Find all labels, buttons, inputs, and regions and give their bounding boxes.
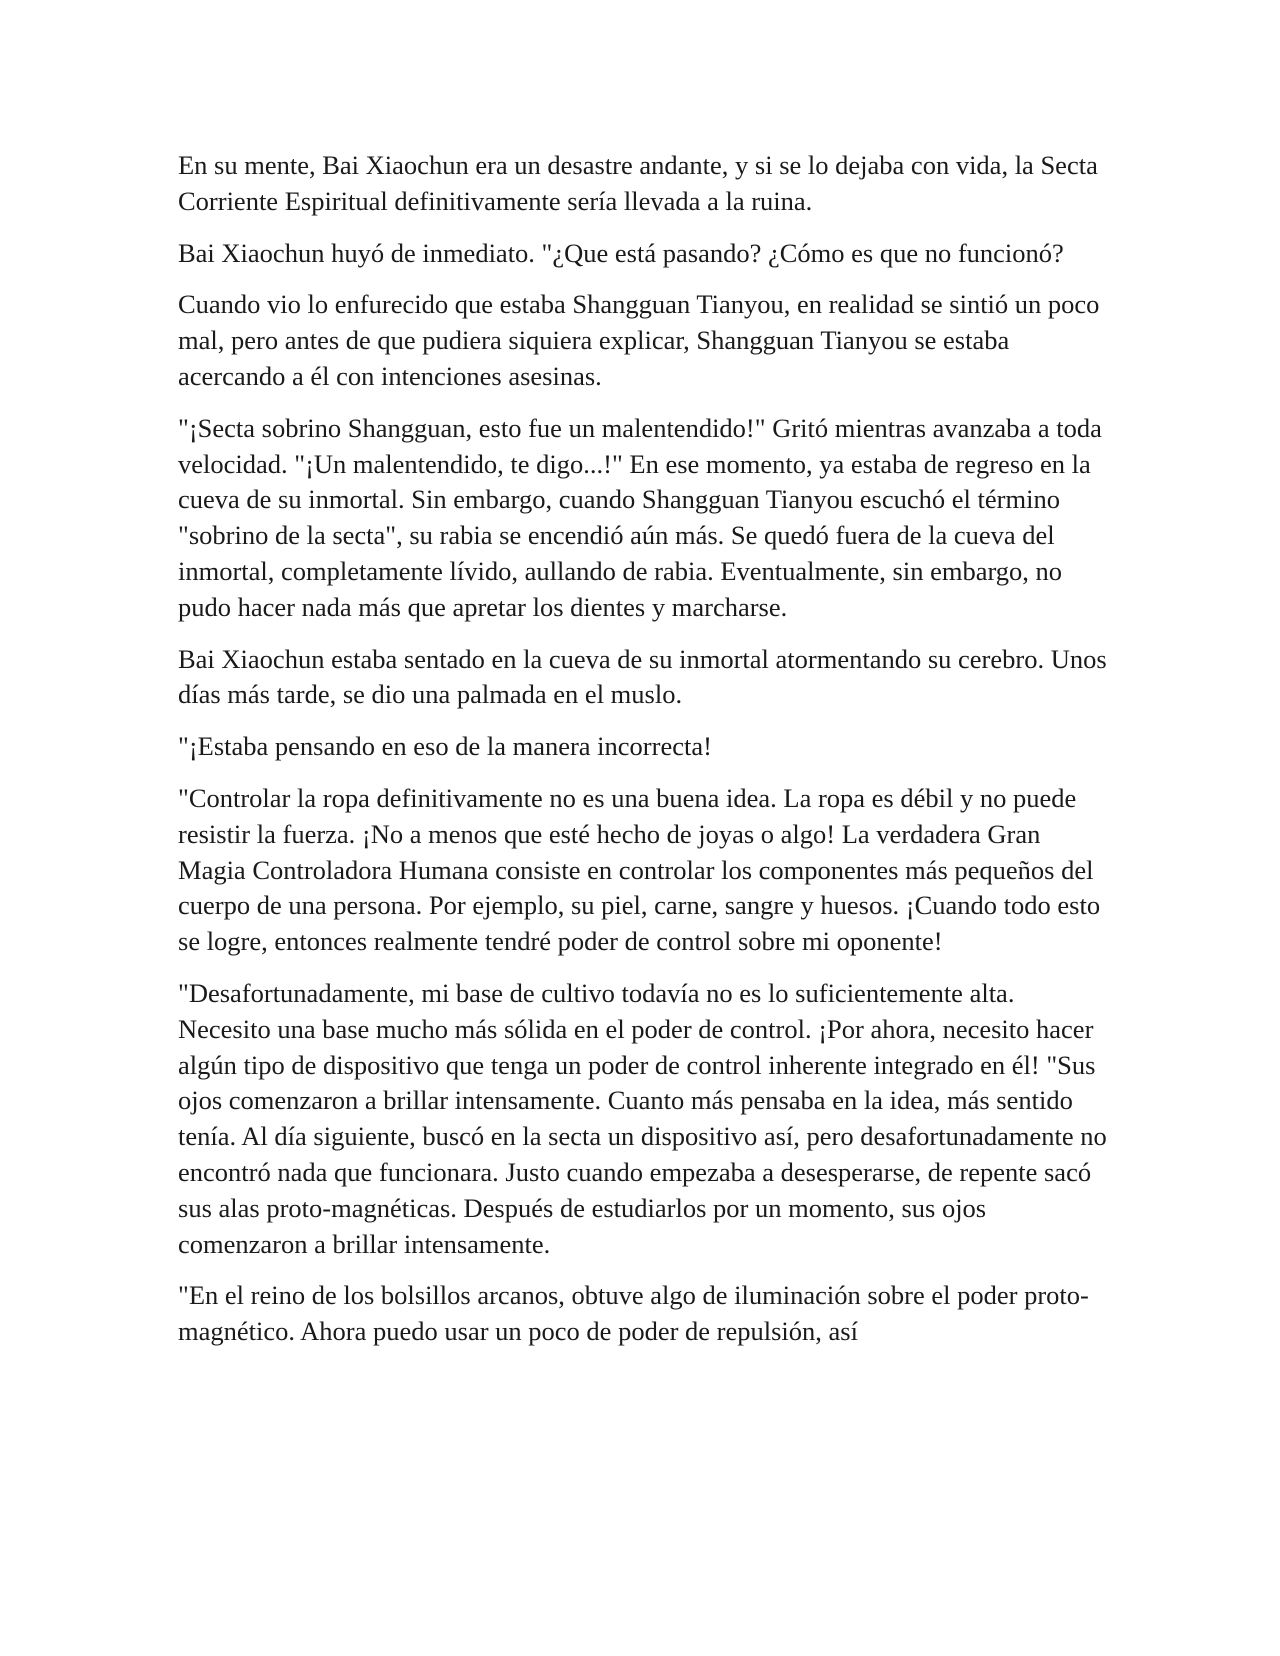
paragraph: "¡Estaba pensando en eso de la manera incorrecta! bbox=[178, 731, 712, 762]
paragraph: "Controlar la ropa definitivamente no es una buena idea. La ropa es débil y no puede resistir la fuerza. ¡No a menos que esté hecho de joyas o algo! La verdadera Gran Magia Controladora Humana consiste en controlar los componentes más pequeños del cuerpo de una persona. Por ejemplo, su piel, carne, sangre y huesos. ¡Cuando todo esto se logre, entonces realmente tendré poder de control sobre mi oponente! bbox=[178, 782, 1101, 957]
paragraph: Bai Xiaochun estaba sentado en la cueva de su inmortal atormentando su cerebro. Unos días más tarde, se dio una palmada en el muslo. bbox=[178, 643, 1107, 710]
paragraph: Bai Xiaochun huyó de inmediato. "¿Que está pasando? ¿Cómo es que no funcionó? bbox=[178, 237, 1064, 268]
paragraph: Cuando vio lo enfurecido que estaba Shangguan Tianyou, en realidad se sintió un poco mal, pero antes de que pudiera siquiera explicar, Shangguan Tianyou se estaba acercando a él con intenciones asesinas. bbox=[178, 289, 1100, 391]
document-page bbox=[178, 148, 1108, 1366]
paragraph: En su mente, Bai Xiaochun era un desastre andante, y si se lo dejaba con vida, la Secta Corriente Espiritual definitivamente sería llevada a la ruina. bbox=[178, 150, 1098, 216]
paragraph: "En el reino de los bolsillos arcanos, obtuve algo de iluminación sobre el poder proto-magnético. Ahora puedo usar un poco de poder de repulsión, así bbox=[178, 1280, 1089, 1347]
paragraph: "Desafortunadamente, mi base de cultivo todavía no es lo suficientemente alta. Necesito una base mucho más sólida en el poder de control. ¡Por ahora, necesito hacer algún tipo de dispositivo que tenga un poder de control inherente integrado en él! "Sus ojos comenzaron a brillar intensamente. Cuanto más pensaba en la idea, más sentido tenía. Al día siguiente, buscó en la secta un dispositivo así, pero desafortunadamente no encontró nada que funcionara. Justo cuando empezaba a desesperarse, de repente sacó sus alas proto-magnéticas. Después de estudiarlos por un momento, sus ojos comenzaron a brillar intensamente. bbox=[178, 977, 1107, 1259]
paragraph: "¡Secta sobrino Shangguan, esto fue un malentendido!" Gritó mientras avanzaba a toda velocidad. "¡Un malentendido, te digo...!" En ese momento, ya estaba de regreso en la cueva de su inmortal. Sin embargo, cuando Shangguan Tianyou escuchó el término "sobrino de la secta", su rabia se encendió aún más. Se quedó fuera de la cueva del inmortal, completamente lívido, aullando de rabia. Eventualmente, sin embargo, no pudo hacer nada más que apretar los dientes y marcharse. bbox=[178, 412, 1102, 622]
